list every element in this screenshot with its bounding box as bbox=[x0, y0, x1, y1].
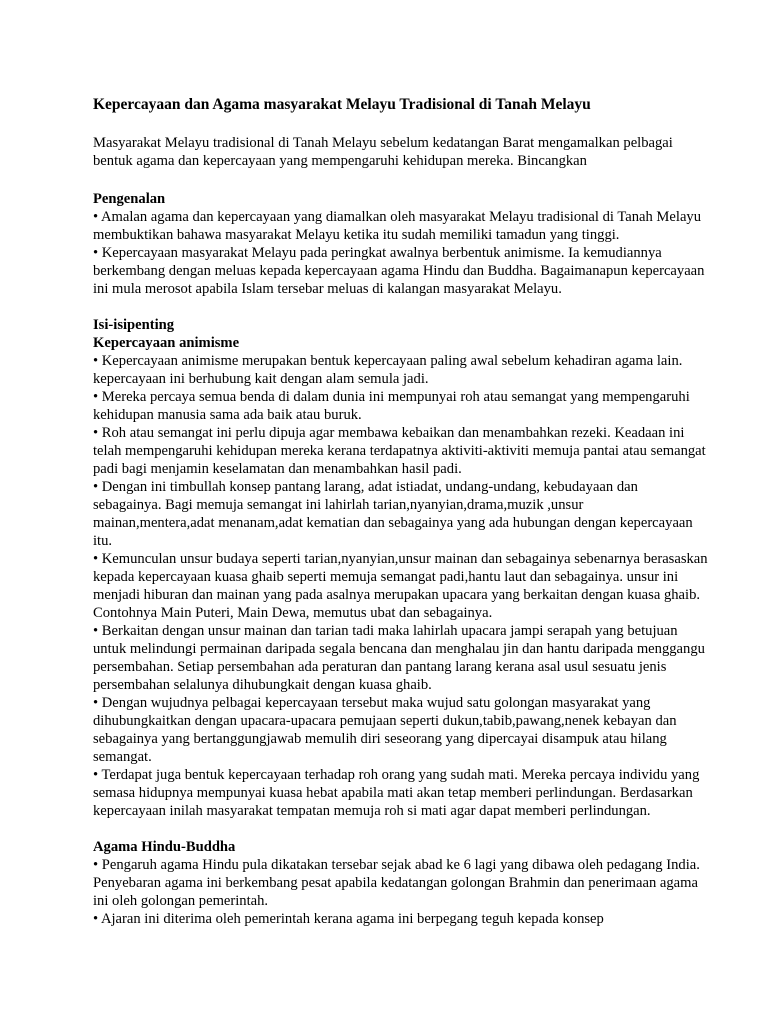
document-title: Kepercayaan dan Agama masyarakat Melayu Tradisional di Tanah Melayu bbox=[93, 96, 591, 113]
bullet-item: • Kepercayaan masyarakat Melayu pada peringkat awalnya berbentuk animisme. Ia kemudiannya berkembang dengan meluas kepada kepercayaan agama Hindu dan Buddha. Bagaimanapun kepercayaan ini mula merosot apabila Islam tersebar meluas di kalangan masyarakat Melayu. bbox=[93, 245, 705, 297]
section-heading: Pengenalan bbox=[93, 191, 166, 207]
section-isi-isipenting bbox=[93, 316, 708, 820]
section-heading: Isi-isipenting bbox=[93, 317, 175, 333]
bullet-item: • Dengan wujudnya pelbagai kepercayaan tersebut maka wujud satu golongan masyarakat yang dihubungkaitkan dengan upacara-upacara pemujaan seperti dukun,tabib,pawang,nenek kebayan dan sebagainya yang bertanggungjawab memulih diri seseorang yang dipercayai disampuk atau hilang semangat. bbox=[93, 695, 677, 765]
bullet-item: • Pengaruh agama Hindu pula dikatakan tersebar sejak abad ke 6 lagi yang dibawa oleh pedagang India. Penyebaran agama ini berkembang pesat apabila kedatangan golongan Brahmin dan penerimaan agama ini oleh golongan pemerintah. bbox=[93, 857, 700, 909]
spacer bbox=[93, 298, 708, 316]
section-heading: Agama Hindu-Buddha bbox=[93, 839, 236, 855]
intro-paragraph: Masyarakat Melayu tradisional di Tanah Melayu sebelum kedatangan Barat mengamalkan pelbagai bentuk agama dan kepercayaan yang mempengaruhi kehidupan mereka. Bincangkan bbox=[93, 135, 673, 169]
section-subheading: Kepercayaan animisme bbox=[93, 335, 240, 351]
spacer bbox=[93, 820, 708, 838]
bullet-item: • Mereka percaya semua benda di dalam dunia ini mempunyai roh atau semangat yang mempengaruhi kehidupan manusia sama ada baik atau buruk. bbox=[93, 389, 690, 423]
bullet-item: • Dengan ini timbullah konsep pantang larang, adat istiadat, undang-undang, kebudayaan dan sebagainya. Bagi memuja semangat ini lahirlah tarian,nyanyian,drama,muzik ,unsur mainan,mentera,adat menanam,adat kematian dan sebagainya yang ada hubungan dengan kepercayaan itu. bbox=[93, 479, 693, 549]
bullet-item: • Ajaran ini diterima oleh pemerintah kerana agama ini berpegang teguh kepada konsep bbox=[93, 911, 604, 927]
bullet-item: • Terdapat juga bentuk kepercayaan terhadap roh orang yang sudah mati. Mereka percaya individu yang semasa hidupnya mempunyai kuasa hebat apabila mati akan tetap memberi perlindungan. Berdasarkan kepercayaan inilah masyarakat tempatan memuja roh si mati agar dapat memberi perlindungan. bbox=[93, 767, 700, 819]
bullet-item: • Amalan agama dan kepercayaan yang diamalkan oleh masyarakat Melayu tradisional di Tanah Melayu membuktikan bahawa masyarakat Melayu ketika itu sudah memiliki tamadun yang tinggi. bbox=[93, 209, 702, 243]
bullet-item: • Kepercayaan animisme merupakan bentuk kepercayaan paling awal sebelum kehadiran agama lain. kepercayaan ini berhubung kait dengan alam semula jadi. bbox=[93, 353, 683, 387]
bullet-item: • Roh atau semangat ini perlu dipuja agar membawa kebaikan dan menambahkan rezeki. Keadaan ini telah mempengaruhi kehidupan mereka kerana terdapatnya aktiviti-aktiviti memuja pantai atau semangat padi bagi menjamin keselamatan dan menambahkan hasil padi. bbox=[93, 425, 706, 477]
section-agama-hindu-buddha bbox=[93, 838, 708, 928]
bullet-item: • Berkaitan dengan unsur mainan dan tarian tadi maka lahirlah upacara jampi serapah yang betujuan untuk melindungi permainan daripada segala bencana dan menghalau jin dan hantu daripada menggangu persembahan. Setiap persembahan ada peraturan dan pantang larang kerana asal usul sesuatu jenis persembahan selalunya dihubungkait dengan kuasa ghaib. bbox=[93, 623, 705, 693]
section-pengenalan bbox=[93, 190, 708, 298]
bullet-item: • Kemunculan unsur budaya seperti tarian,nyanyian,unsur mainan dan sebagainya sebenarnya berasaskan kepada kepercayaan kuasa ghaib seperti memuja semangat padi,hantu laut dan sebagainya. unsur ini menjadi hiburan dan mainan yang pada asalnya merupakan upacara yang berkaitan dengan kuasa ghaib. Contohnya Main Puteri, Main Dewa, memutus ubat dan sebagainya. bbox=[93, 551, 708, 621]
